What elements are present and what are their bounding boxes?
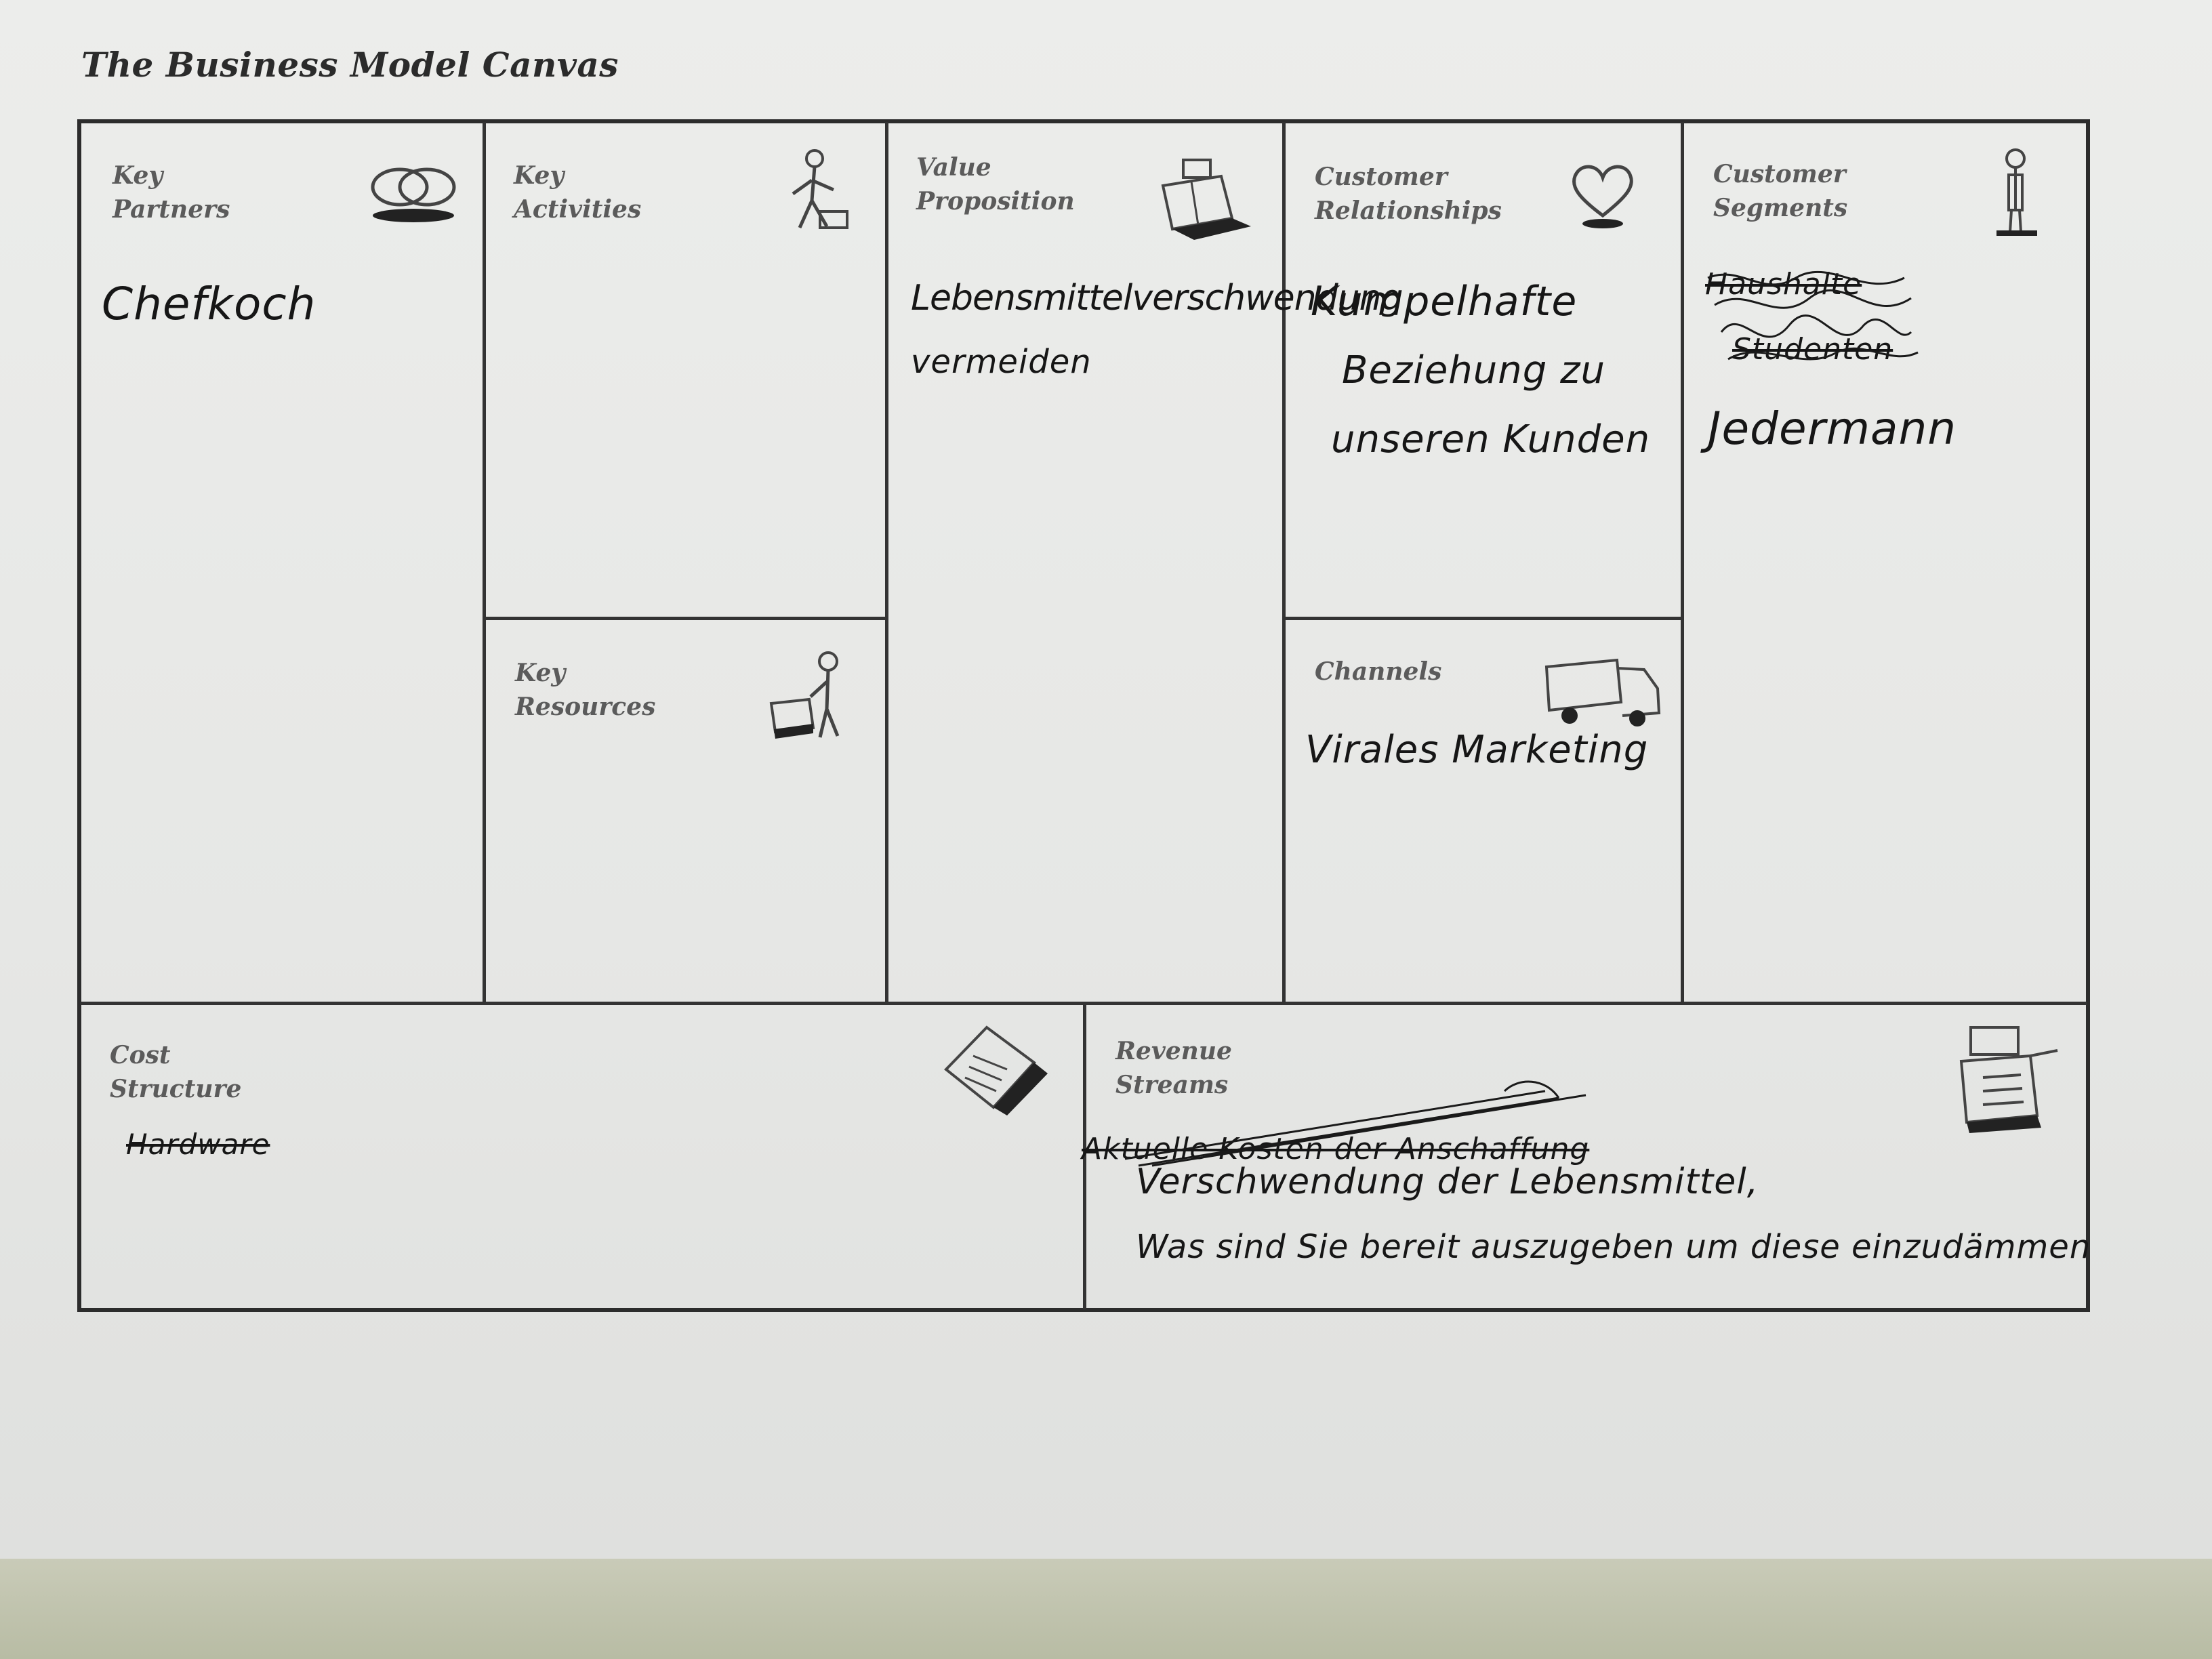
heart-icon bbox=[1565, 157, 1640, 232]
note-line: Lebensmittelverschwendung bbox=[911, 278, 1403, 319]
note-line: Kumpelhafte bbox=[1311, 278, 1578, 325]
chain-link-icon bbox=[359, 153, 468, 228]
divider bbox=[483, 122, 486, 1003]
channels-label: Channels bbox=[1315, 657, 1442, 686]
person-icon bbox=[1986, 145, 2047, 240]
divider bbox=[1284, 617, 1683, 620]
customer-relationships-label: Customer Relationships bbox=[1315, 163, 1502, 225]
customer-segments-label: Customer Segments bbox=[1713, 160, 1848, 222]
crossed-out-note: Aktuelle Kosten der Anschaffung bbox=[1082, 1132, 1590, 1166]
ink-scribble bbox=[1701, 258, 1925, 386]
divider bbox=[1681, 122, 1684, 1003]
price-tag-icon bbox=[939, 1022, 1054, 1117]
cost-structure-label: Cost Structure bbox=[110, 1041, 242, 1103]
page-title: The Business Model Canvas bbox=[81, 45, 619, 85]
divider bbox=[1282, 122, 1286, 1003]
delivery-truck-icon bbox=[1542, 653, 1664, 735]
note-line: Jedermann bbox=[1708, 403, 1957, 455]
note-line: Beziehung zu bbox=[1342, 348, 1605, 392]
note-line: Was sind Sie bereit auszugeben um diese einzudämmen bbox=[1136, 1228, 2091, 1266]
key-partners-label: Key Partners bbox=[112, 161, 230, 224]
key-activities-label: Key Activities bbox=[514, 161, 642, 224]
note-line: Verschwendung der Lebensmittel, bbox=[1136, 1162, 1759, 1202]
note-line: vermeiden bbox=[911, 343, 1092, 381]
table-surface bbox=[0, 1559, 2212, 1659]
note-line: Virales Marketing bbox=[1305, 728, 1649, 772]
cash-register-icon bbox=[1956, 1021, 2064, 1136]
key-resources-label: Key Resources bbox=[515, 659, 656, 721]
divider bbox=[484, 617, 888, 620]
worker-icon bbox=[779, 146, 854, 234]
value-proposition-label: Value Proposition bbox=[916, 153, 1075, 216]
crossed-out-note: Studenten bbox=[1732, 332, 1893, 367]
revenue-streams-label: Revenue Streams bbox=[1115, 1037, 1232, 1099]
note-line: unseren Kunden bbox=[1331, 417, 1651, 462]
divider bbox=[885, 122, 888, 1003]
note-line: Chefkoch bbox=[102, 278, 316, 330]
gift-box-icon bbox=[1156, 156, 1258, 244]
crossed-out-note: Haushalte bbox=[1705, 267, 1862, 302]
crossed-out-note: Hardware bbox=[126, 1128, 270, 1161]
worker-with-cart-icon bbox=[766, 648, 861, 750]
